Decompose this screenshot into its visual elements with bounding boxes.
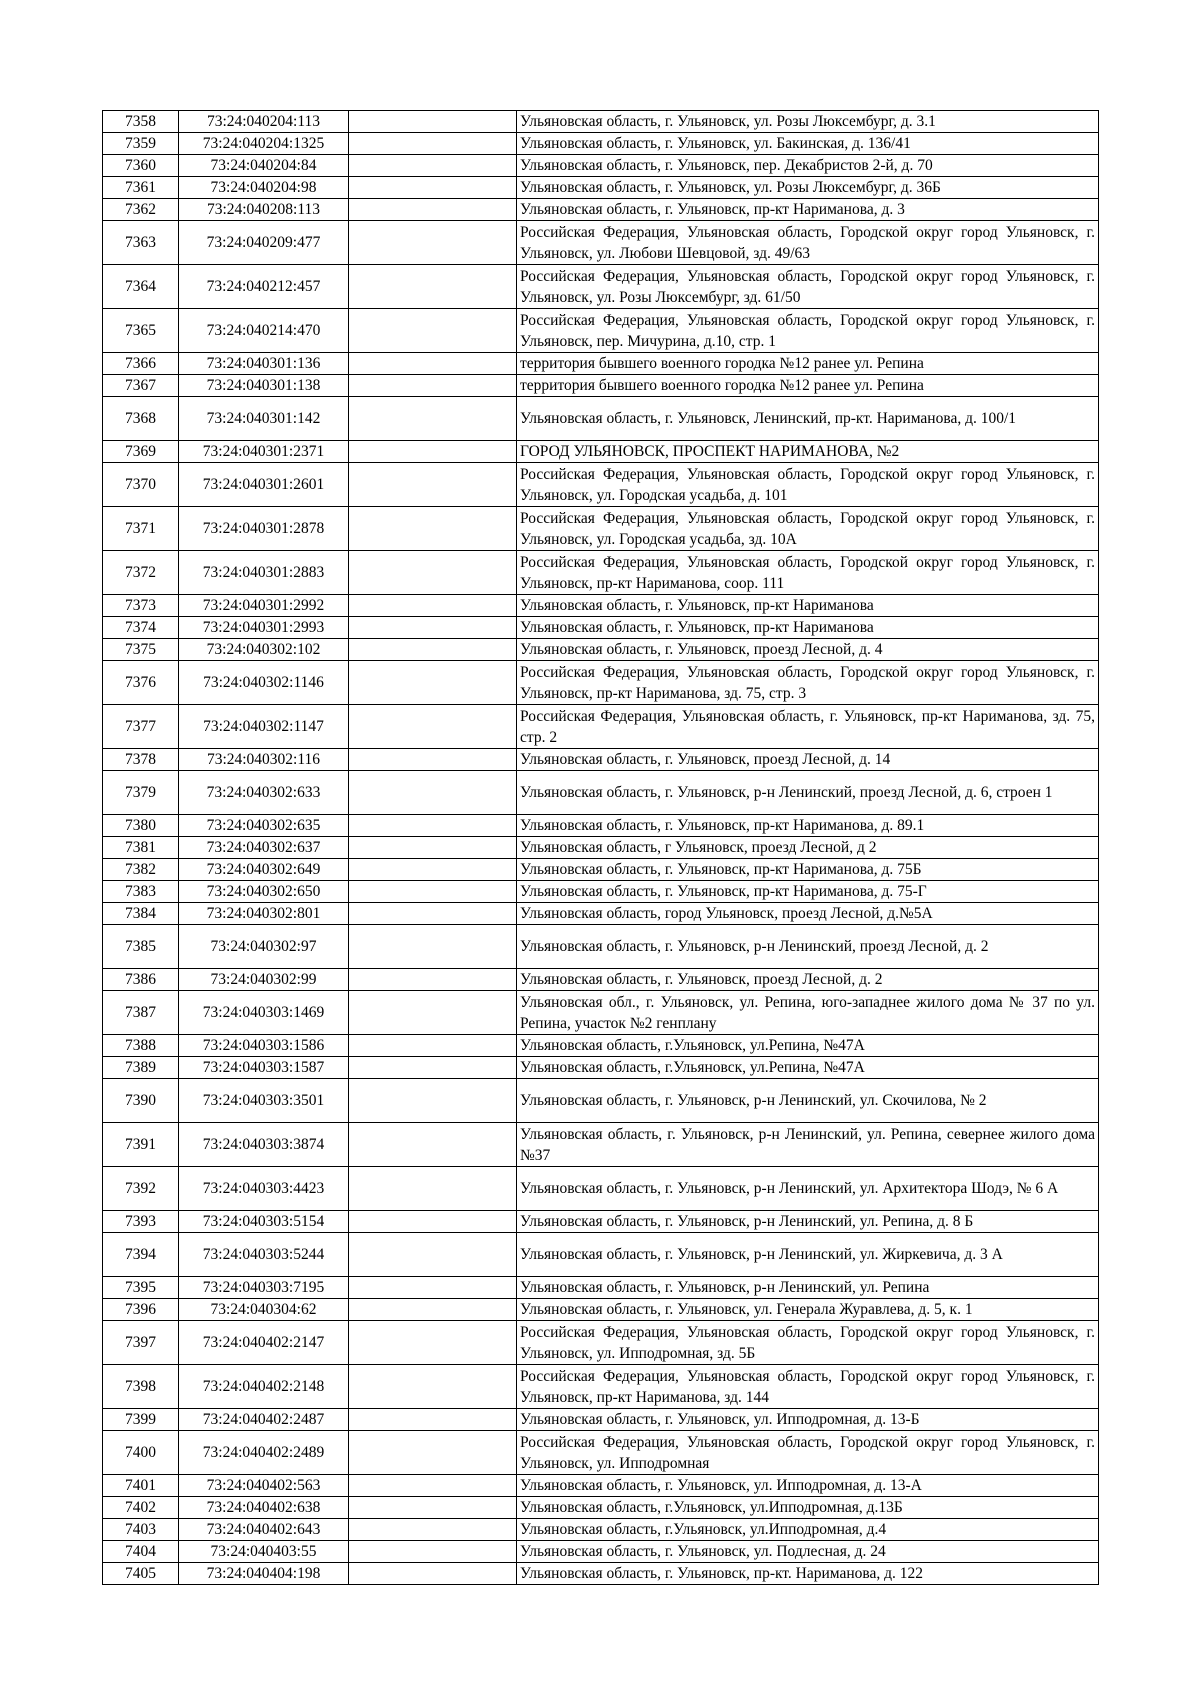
row-number-cell: 7404 — [103, 1541, 179, 1563]
row-number-cell: 7375 — [103, 639, 179, 661]
row-number-cell: 7361 — [103, 177, 179, 199]
row-number-cell: 7363 — [103, 221, 179, 265]
empty-cell — [349, 1409, 517, 1431]
empty-cell — [349, 1541, 517, 1563]
row-number-cell: 7369 — [103, 441, 179, 463]
empty-cell — [349, 309, 517, 353]
address-cell: Ульяновская область, г.Ульяновск, ул.Ипподромная, д.13Б — [517, 1497, 1099, 1519]
empty-cell — [349, 111, 517, 133]
row-number-cell: 7386 — [103, 969, 179, 991]
table-row — [103, 639, 1099, 661]
address-cell: Российская Федерация, Ульяновская область, Городской округ город Ульяновск, г. Ульяновск, ул. Ипподромная, зд. 5Б — [517, 1321, 1099, 1365]
address-cell: Ульяновская область, г. Ульяновск, р-н Ленинский, ул. Репина, д. 8 Б — [517, 1211, 1099, 1233]
table-row — [103, 1299, 1099, 1321]
empty-cell — [349, 617, 517, 639]
address-cell: Российская Федерация, Ульяновская область, Городской округ город Ульяновск, г. Ульяновск, ул. Городская усадьба, д. 101 — [517, 463, 1099, 507]
table-row — [103, 375, 1099, 397]
address-cell: территория бывшего военного городка №12 ранее ул. Репина — [517, 375, 1099, 397]
address-cell: Российская Федерация, Ульяновская область, Городской округ город Ульяновск, г. Ульяновск, пр-кт Нариманова, соор. 111 — [517, 551, 1099, 595]
table-row — [103, 1035, 1099, 1057]
table-row — [103, 1563, 1099, 1585]
table-row — [103, 617, 1099, 639]
table-row — [103, 199, 1099, 221]
address-cell: Ульяновская область, г. Ульяновск, ул. Генерала Журавлева, д. 5, к. 1 — [517, 1299, 1099, 1321]
address-cell: Ульяновская обл., г. Ульяновск, ул. Репина, юго-западнее жилого дома № 37 по ул. Репина, участок №2 генплану — [517, 991, 1099, 1035]
row-number-cell: 7392 — [103, 1167, 179, 1211]
table-row — [103, 111, 1099, 133]
empty-cell — [349, 1321, 517, 1365]
document-page — [102, 110, 1099, 1585]
table-row — [103, 815, 1099, 837]
address-cell: Ульяновская область, г. Ульяновск, р-н Ленинский, проезд Лесной, д. 6, строен 1 — [517, 771, 1099, 815]
cadastral-number-cell: 73:24:040303:3501 — [179, 1079, 349, 1123]
row-number-cell: 7372 — [103, 551, 179, 595]
address-cell: ГОРОД УЛЬЯНОВСК, ПРОСПЕКТ НАРИМАНОВА, №2 — [517, 441, 1099, 463]
empty-cell — [349, 1035, 517, 1057]
cadastral-number-cell: 73:24:040302:649 — [179, 859, 349, 881]
row-number-cell: 7396 — [103, 1299, 179, 1321]
row-number-cell: 7360 — [103, 155, 179, 177]
address-cell: Ульяновская область, г. Ульяновск, ул. Ипподромная, д. 13-А — [517, 1475, 1099, 1497]
address-cell: Ульяновская область, г. Ульяновск, р-н Ленинский, проезд Лесной, д. 2 — [517, 925, 1099, 969]
cadastral-number-cell: 73:24:040402:563 — [179, 1475, 349, 1497]
registry-table — [102, 110, 1099, 1585]
table-row — [103, 265, 1099, 309]
row-number-cell: 7398 — [103, 1365, 179, 1409]
cadastral-number-cell: 73:24:040402:638 — [179, 1497, 349, 1519]
address-cell: Ульяновская область, г. Ульяновск, проезд Лесной, д. 2 — [517, 969, 1099, 991]
address-cell: Ульяновская область, г. Ульяновск, проезд Лесной, д. 14 — [517, 749, 1099, 771]
address-cell: Ульяновская область, г. Ульяновск, пр-кт Нариманова — [517, 617, 1099, 639]
empty-cell — [349, 1211, 517, 1233]
cadastral-number-cell: 73:24:040303:1586 — [179, 1035, 349, 1057]
address-cell: Ульяновская область, г Ульяновск, проезд Лесной, д 2 — [517, 837, 1099, 859]
cadastral-number-cell: 73:24:040301:2601 — [179, 463, 349, 507]
cadastral-number-cell: 73:24:040303:5154 — [179, 1211, 349, 1233]
empty-cell — [349, 903, 517, 925]
cadastral-number-cell: 73:24:040301:142 — [179, 397, 349, 441]
row-number-cell: 7380 — [103, 815, 179, 837]
cadastral-number-cell: 73:24:040402:2489 — [179, 1431, 349, 1475]
row-number-cell: 7365 — [103, 309, 179, 353]
row-number-cell: 7403 — [103, 1519, 179, 1541]
table-row — [103, 1475, 1099, 1497]
cadastral-number-cell: 73:24:040301:138 — [179, 375, 349, 397]
row-number-cell: 7374 — [103, 617, 179, 639]
address-cell: Ульяновская область, г. Ульяновск, ул. Бакинская, д. 136/41 — [517, 133, 1099, 155]
address-cell: Ульяновская область, г. Ульяновск, р-н Ленинский, ул. Скочилова, № 2 — [517, 1079, 1099, 1123]
address-cell: Ульяновская область, г. Ульяновск, Ленинский, пр-кт. Нариманова, д. 100/1 — [517, 397, 1099, 441]
cadastral-number-cell: 73:24:040302:635 — [179, 815, 349, 837]
cadastral-number-cell: 73:24:040204:98 — [179, 177, 349, 199]
cadastral-number-cell: 73:24:040402:643 — [179, 1519, 349, 1541]
table-row — [103, 903, 1099, 925]
cadastral-number-cell: 73:24:040302:116 — [179, 749, 349, 771]
empty-cell — [349, 551, 517, 595]
table-row — [103, 925, 1099, 969]
address-cell: Ульяновская область, г. Ульяновск, ул. Подлесная, д. 24 — [517, 1541, 1099, 1563]
empty-cell — [349, 1167, 517, 1211]
row-number-cell: 7358 — [103, 111, 179, 133]
empty-cell — [349, 155, 517, 177]
row-number-cell: 7382 — [103, 859, 179, 881]
table-row — [103, 463, 1099, 507]
cadastral-number-cell: 73:24:040301:2878 — [179, 507, 349, 551]
cadastral-number-cell: 73:24:040303:5244 — [179, 1233, 349, 1277]
table-row — [103, 1321, 1099, 1365]
table-row — [103, 1541, 1099, 1563]
empty-cell — [349, 1563, 517, 1585]
cadastral-number-cell: 73:24:040303:1587 — [179, 1057, 349, 1079]
table-row — [103, 507, 1099, 551]
empty-cell — [349, 705, 517, 749]
empty-cell — [349, 771, 517, 815]
row-number-cell: 7393 — [103, 1211, 179, 1233]
table-row — [103, 661, 1099, 705]
address-cell: Ульяновская область, г.Ульяновск, ул.Репина, №47А — [517, 1035, 1099, 1057]
table-row — [103, 177, 1099, 199]
cadastral-number-cell: 73:24:040303:7195 — [179, 1277, 349, 1299]
empty-cell — [349, 1123, 517, 1167]
cadastral-number-cell: 73:24:040302:801 — [179, 903, 349, 925]
table-row — [103, 595, 1099, 617]
empty-cell — [349, 595, 517, 617]
table-row — [103, 969, 1099, 991]
table-row — [103, 1123, 1099, 1167]
address-cell: Ульяновская область, г. Ульяновск, пр-кт Нариманова — [517, 595, 1099, 617]
row-number-cell: 7397 — [103, 1321, 179, 1365]
table-row — [103, 441, 1099, 463]
empty-cell — [349, 859, 517, 881]
address-cell: Ульяновская область, г. Ульяновск, пр-кт Нариманова, д. 3 — [517, 199, 1099, 221]
table-row — [103, 1431, 1099, 1475]
row-number-cell: 7366 — [103, 353, 179, 375]
table-row — [103, 881, 1099, 903]
empty-cell — [349, 1475, 517, 1497]
row-number-cell: 7373 — [103, 595, 179, 617]
address-cell: Российская Федерация, Ульяновская область, Городской округ город Ульяновск, г. Ульяновск, пр-кт Нариманова, зд. 75, стр. 3 — [517, 661, 1099, 705]
empty-cell — [349, 1299, 517, 1321]
empty-cell — [349, 1079, 517, 1123]
empty-cell — [349, 661, 517, 705]
table-row — [103, 705, 1099, 749]
empty-cell — [349, 881, 517, 903]
empty-cell — [349, 265, 517, 309]
table-row — [103, 221, 1099, 265]
empty-cell — [349, 199, 517, 221]
row-number-cell: 7377 — [103, 705, 179, 749]
cadastral-number-cell: 73:24:040404:198 — [179, 1563, 349, 1585]
empty-cell — [349, 1057, 517, 1079]
empty-cell — [349, 177, 517, 199]
address-cell: Ульяновская область, г.Ульяновск, ул.Ипподромная, д.4 — [517, 1519, 1099, 1541]
address-cell: Российская Федерация, Ульяновская область, Городской округ город Ульяновск, г. Ульяновск, ул. Городская усадьба, зд. 10А — [517, 507, 1099, 551]
cadastral-number-cell: 73:24:040303:4423 — [179, 1167, 349, 1211]
row-number-cell: 7402 — [103, 1497, 179, 1519]
empty-cell — [349, 1431, 517, 1475]
address-cell: Ульяновская область, г. Ульяновск, пр-кт Нариманова, д. 75Б — [517, 859, 1099, 881]
address-cell: Российская Федерация, Ульяновская область, Городской округ город Ульяновск, г. Ульяновск, пр-кт Нариманова, зд. 144 — [517, 1365, 1099, 1409]
table-row — [103, 859, 1099, 881]
row-number-cell: 7390 — [103, 1079, 179, 1123]
address-cell: Российская Федерация, Ульяновская область, г. Ульяновск, пр-кт Нариманова, зд. 75, стр. 2 — [517, 705, 1099, 749]
empty-cell — [349, 991, 517, 1035]
cadastral-number-cell: 73:24:040209:477 — [179, 221, 349, 265]
cadastral-number-cell: 73:24:040302:102 — [179, 639, 349, 661]
row-number-cell: 7381 — [103, 837, 179, 859]
row-number-cell: 7367 — [103, 375, 179, 397]
row-number-cell: 7368 — [103, 397, 179, 441]
empty-cell — [349, 397, 517, 441]
cadastral-number-cell: 73:24:040304:62 — [179, 1299, 349, 1321]
address-cell: Ульяновская область, г. Ульяновск, ул. Розы Люксембург, д. 3.1 — [517, 111, 1099, 133]
address-cell: Ульяновская область, г. Ульяновск, р-н Ленинский, ул. Жиркевича, д. 3 А — [517, 1233, 1099, 1277]
cadastral-number-cell: 73:24:040212:457 — [179, 265, 349, 309]
row-number-cell: 7359 — [103, 133, 179, 155]
empty-cell — [349, 221, 517, 265]
empty-cell — [349, 463, 517, 507]
table-row — [103, 1497, 1099, 1519]
address-cell: Российская Федерация, Ульяновская область, Городской округ город Ульяновск, г. Ульяновск, пер. Мичурина, д.10, стр. 1 — [517, 309, 1099, 353]
cadastral-number-cell: 73:24:040204:1325 — [179, 133, 349, 155]
cadastral-number-cell: 73:24:040301:2992 — [179, 595, 349, 617]
row-number-cell: 7385 — [103, 925, 179, 969]
address-cell: Ульяновская область, г. Ульяновск, проезд Лесной, д. 4 — [517, 639, 1099, 661]
table-row — [103, 1409, 1099, 1431]
cadastral-number-cell: 73:24:040402:2148 — [179, 1365, 349, 1409]
cadastral-number-cell: 73:24:040302:637 — [179, 837, 349, 859]
cadastral-number-cell: 73:24:040204:84 — [179, 155, 349, 177]
empty-cell — [349, 1277, 517, 1299]
address-cell: Ульяновская область, г. Ульяновск, р-н Ленинский, ул. Архитектора Шодэ, № 6 А — [517, 1167, 1099, 1211]
table-row — [103, 133, 1099, 155]
row-number-cell: 7394 — [103, 1233, 179, 1277]
row-number-cell: 7405 — [103, 1563, 179, 1585]
row-number-cell: 7370 — [103, 463, 179, 507]
empty-cell — [349, 639, 517, 661]
table-row — [103, 1365, 1099, 1409]
empty-cell — [349, 815, 517, 837]
row-number-cell: 7399 — [103, 1409, 179, 1431]
empty-cell — [349, 133, 517, 155]
empty-cell — [349, 749, 517, 771]
row-number-cell: 7401 — [103, 1475, 179, 1497]
address-cell: Ульяновская область, г. Ульяновск, р-н Ленинский, ул. Репина, севернее жилого дома №37 — [517, 1123, 1099, 1167]
cadastral-number-cell: 73:24:040302:633 — [179, 771, 349, 815]
cadastral-number-cell: 73:24:040214:470 — [179, 309, 349, 353]
row-number-cell: 7371 — [103, 507, 179, 551]
address-cell: территория бывшего военного городка №12 ранее ул. Репина — [517, 353, 1099, 375]
table-row — [103, 551, 1099, 595]
row-number-cell: 7388 — [103, 1035, 179, 1057]
cadastral-number-cell: 73:24:040403:55 — [179, 1541, 349, 1563]
cadastral-number-cell: 73:24:040208:113 — [179, 199, 349, 221]
cadastral-number-cell: 73:24:040301:2371 — [179, 441, 349, 463]
row-number-cell: 7389 — [103, 1057, 179, 1079]
cadastral-number-cell: 73:24:040301:2883 — [179, 551, 349, 595]
cadastral-number-cell: 73:24:040302:1147 — [179, 705, 349, 749]
address-cell: Российская Федерация, Ульяновская область, Городской округ город Ульяновск, г. Ульяновск, ул. Розы Люксембург, зд. 61/50 — [517, 265, 1099, 309]
address-cell: Ульяновская область, г. Ульяновск, ул. Ипподромная, д. 13-Б — [517, 1409, 1099, 1431]
cadastral-number-cell: 73:24:040302:99 — [179, 969, 349, 991]
address-cell: Ульяновская область, г. Ульяновск, пр-кт Нариманова, д. 75-Г — [517, 881, 1099, 903]
table-row — [103, 397, 1099, 441]
row-number-cell: 7387 — [103, 991, 179, 1035]
empty-cell — [349, 837, 517, 859]
cadastral-number-cell: 73:24:040302:97 — [179, 925, 349, 969]
cadastral-number-cell: 73:24:040204:113 — [179, 111, 349, 133]
row-number-cell: 7376 — [103, 661, 179, 705]
row-number-cell: 7379 — [103, 771, 179, 815]
empty-cell — [349, 1233, 517, 1277]
table-row — [103, 749, 1099, 771]
empty-cell — [349, 353, 517, 375]
address-cell: Ульяновская область, г. Ульяновск, ул. Розы Люксембург, д. 36Б — [517, 177, 1099, 199]
address-cell: Ульяновская область, г. Ульяновск, р-н Ленинский, ул. Репина — [517, 1277, 1099, 1299]
table-row — [103, 353, 1099, 375]
empty-cell — [349, 1519, 517, 1541]
table-row — [103, 1233, 1099, 1277]
empty-cell — [349, 375, 517, 397]
empty-cell — [349, 1365, 517, 1409]
cadastral-number-cell: 73:24:040301:136 — [179, 353, 349, 375]
cadastral-number-cell: 73:24:040301:2993 — [179, 617, 349, 639]
address-cell: Ульяновская область, город Ульяновск, проезд Лесной, д.№5А — [517, 903, 1099, 925]
row-number-cell: 7384 — [103, 903, 179, 925]
cadastral-number-cell: 73:24:040402:2487 — [179, 1409, 349, 1431]
cadastral-number-cell: 73:24:040302:650 — [179, 881, 349, 903]
table-row — [103, 309, 1099, 353]
row-number-cell: 7383 — [103, 881, 179, 903]
cadastral-number-cell: 73:24:040303:1469 — [179, 991, 349, 1035]
table-row — [103, 1079, 1099, 1123]
empty-cell — [349, 969, 517, 991]
empty-cell — [349, 441, 517, 463]
address-cell: Ульяновская область, г. Ульяновск, пер. Декабристов 2-й, д. 70 — [517, 155, 1099, 177]
address-cell: Ульяновская область, г.Ульяновск, ул.Репина, №47А — [517, 1057, 1099, 1079]
empty-cell — [349, 1497, 517, 1519]
table-row — [103, 1277, 1099, 1299]
cadastral-number-cell: 73:24:040303:3874 — [179, 1123, 349, 1167]
table-row — [103, 1519, 1099, 1541]
address-cell: Ульяновская область, г. Ульяновск, пр-кт Нариманова, д. 89.1 — [517, 815, 1099, 837]
address-cell: Российская Федерация, Ульяновская область, Городской округ город Ульяновск, г. Ульяновск, ул. Ипподромная — [517, 1431, 1099, 1475]
row-number-cell: 7395 — [103, 1277, 179, 1299]
cadastral-number-cell: 73:24:040302:1146 — [179, 661, 349, 705]
row-number-cell: 7362 — [103, 199, 179, 221]
empty-cell — [349, 925, 517, 969]
registry-table-body — [103, 111, 1099, 1585]
row-number-cell: 7391 — [103, 1123, 179, 1167]
row-number-cell: 7378 — [103, 749, 179, 771]
address-cell: Ульяновская область, г. Ульяновск, пр-кт. Нариманова, д. 122 — [517, 1563, 1099, 1585]
table-row — [103, 1211, 1099, 1233]
table-row — [103, 1057, 1099, 1079]
table-row — [103, 991, 1099, 1035]
table-row — [103, 155, 1099, 177]
empty-cell — [349, 507, 517, 551]
cadastral-number-cell: 73:24:040402:2147 — [179, 1321, 349, 1365]
row-number-cell: 7400 — [103, 1431, 179, 1475]
table-row — [103, 1167, 1099, 1211]
row-number-cell: 7364 — [103, 265, 179, 309]
address-cell: Российская Федерация, Ульяновская область, Городской округ город Ульяновск, г. Ульяновск, ул. Любови Шевцовой, зд. 49/63 — [517, 221, 1099, 265]
table-row — [103, 771, 1099, 815]
table-row — [103, 837, 1099, 859]
